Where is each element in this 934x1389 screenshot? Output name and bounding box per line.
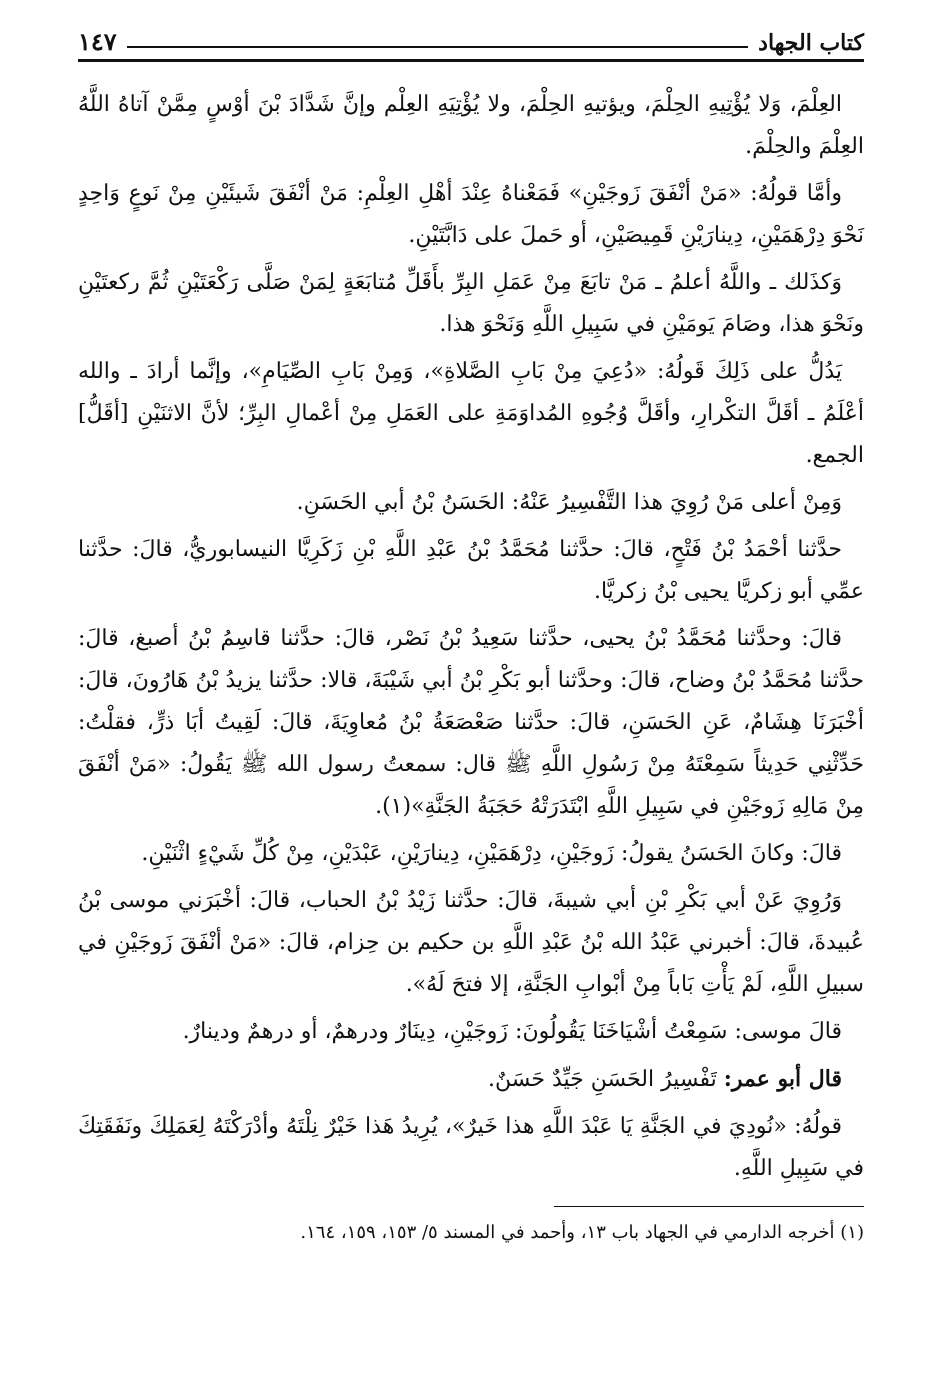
running-head: [78, 22, 864, 56]
header-rule: [78, 59, 864, 62]
paragraph-2: وأمَّا قولُهُ: «مَنْ أنْفَقَ زَوجَيْنِ» فَمَعْناهُ عِنْدَ أهْلِ العِلْمِ: مَنْ أنْفَقَ شَيئَيْنِ مِنْ نَوعٍ وَاحِدٍ نَحْوَ دِرْهَمَيْنِ، دِينارَيْنِ قَمِيصَيْنِ، أو حَملَ على دَابَّتَيْنِ.: [78, 181, 864, 248]
paragraph-4: يَدُلُّ على ذَلِكَ قَولُهُ: «دُعِيَ مِنْ بَابِ الصَّلاةِ»، وَمِنْ بَابِ الصِّيَامِ»، وإنَّما أرادَ ـ والله أعْلَمُ ـ أقَلَّ التكْرارِ، وأقَلَّ وُجُوهِ المُداوَمَةِ على العَمَلِ مِنْ أعْمالِ البِرِّ؛ لأنَّ الاثنَيْنِ [أقَلُّ] الجمع.: [78, 359, 864, 468]
page-number: ١٤٧: [78, 27, 117, 56]
paragraph-5: وَمِنْ أعلى مَنْ رُوِيَ هذا التَّفْسِيرُ عَنْهُ: الحَسَنُ بْنُ أبي الحَسَنِ.: [296, 490, 842, 515]
book-page: [78, 22, 864, 1362]
abu-umar-lead: قال أبو عمر:: [723, 1066, 842, 1092]
paragraph-last: قولُهُ: «نُودِيَ في الجَنَّةِ يَا عَبْدَ اللَّهِ هذا خَيرٌ»، يُرِيدُ هَذا خَيْرٌ نِلْتَهُ وأدْرَكْتَهُ لِعَمَلِكَ ونَفَقَتِكَ في سَبِيلِ اللَّهِ.: [78, 1114, 864, 1181]
body-text: [78, 84, 864, 1190]
chapter-title: كتاب الجهاد: [758, 30, 864, 56]
paragraph-1: العِلْمَ، وَلا يُؤْتِيهِ الحِلْمَ، ويؤتيهِ الحِلْمَ، ولا يُؤْتِيَهِ العِلْم وإنَّ شَدَّادَ بْنَ أوْسٍ مِمَّنْ آتاهُ اللَّهُ العِلْمَ والحِلْمَ.: [78, 92, 864, 159]
paragraph-10: قالَ موسى: سَمِعْتُ أشْيَاخَنَا يَقُولُونَ: زَوجَيْنِ، دِينَارٌ ودرهمٌ، أو درهمٌ ودينارٌ.: [182, 1019, 842, 1044]
paragraph-9: وَرُوِيَ عَنْ أبي بَكْرِ بْنِ أبي شيبةَ، قالَ: حدَّثنا زَيْدُ بْنُ الحباب، قالَ: أخْبَرَني موسى بْنُ عُبيدةَ، قالَ: أخبرني عَبْدُ الله بْنُ عَبْدِ اللَّهِ بن حكيم بن حِزام، قالَ: «مَنْ أنْفَقَ زَوجَيْنِ في سبيلِ اللَّهِ، لَمْ يَأْتِ بَاباً مِنْ أبْوابِ الجَنَّةِ، إلا فتحَ لَهُ».: [78, 888, 864, 997]
footnote-separator: [554, 1206, 864, 1207]
abu-umar-text: تَفْسِيرُ الحَسَنِ جَيِّدٌ حَسَنٌ.: [487, 1067, 724, 1092]
footnote: (١) أخرجه الدارمي في الجهاد باب ١٣، وأحمد في المسند ٥/ ١٥٣، ١٥٩، ١٦٤.: [300, 1222, 864, 1243]
paragraph-7: قالَ: وحدَّثنا مُحَمَّدُ بْنُ يحيى، حدَّثنا سَعِيدُ بْنُ نَصْر، قالَ: حدَّثنا قاسِمُ بْنُ أصبغ، قالَ: حدَّثنا مُحَمَّدُ بْنُ وضاح، قالَ: وحدَّثنا أبو بَكْرِ بْنُ أبي شَيْبَةَ، قالا: حدَّثنا يزيدُ بْنُ هَارُونَ، قالَ: أخْبَرَنَا هِشَامٌ، عَنِ الحَسَنِ، قالَ: حدَّثنا صَعْصَعَةُ بْنُ مُعاوِيَةَ، قالَ: لَقِيتُ أبَا ذرٍّ، فقلْتُ: حَدِّثْنِي حَدِيثاً سَمِعْتَهُ مِنْ رَسُولِ اللَّهِ ﷺ قال: سمعتُ رسول الله ﷺ يَقُولُ: «مَنْ أنْفَقَ مِنْ مَالِهِ زَوجَيْنِ في سَبِيلِ اللَّهِ ابْتَدَرَتْهُ حَجَبَةُ الجَنَّةِ»(١).: [78, 626, 864, 819]
header-line: [127, 46, 748, 48]
paragraph-abu-umar: [78, 1058, 864, 1101]
paragraph-8: قالَ: وكانَ الحَسَنُ يقولُ: زَوجَيْنِ، دِرْهَمَيْنِ، دِينارَيْنِ، عَبْدَيْنِ، مِنْ كُلِّ شَيْءٍ اثْنَيْنِ.: [141, 841, 842, 866]
paragraph-3: وَكذَلك ـ واللَّهُ أعلمُ ـ مَنْ تابَعَ مِنْ عَمَلِ البِرِّ بأَقَلِّ مُتابَعَةٍ لِمَنْ صَلَّى رَكْعَتَيْنِ ثُمَّ ركعتَيْنِ ونَحْوَ هذا، وصَامَ يَومَيْنِ في سَبِيلِ اللَّهِ وَنَحْوَ هذا.: [78, 270, 864, 337]
paragraph-6: حدَّثنا أحْمَدُ بْنُ فَتْحٍ، قالَ: حدَّثنا مُحَمَّدُ بْنُ عَبْدِ اللَّهِ بْنِ زَكَرِيَّا النيسابوريُّ، قالَ: حدَّثنا عمِّي أبو زكريَّا يحيى بْنُ زكريَّا.: [78, 537, 864, 604]
